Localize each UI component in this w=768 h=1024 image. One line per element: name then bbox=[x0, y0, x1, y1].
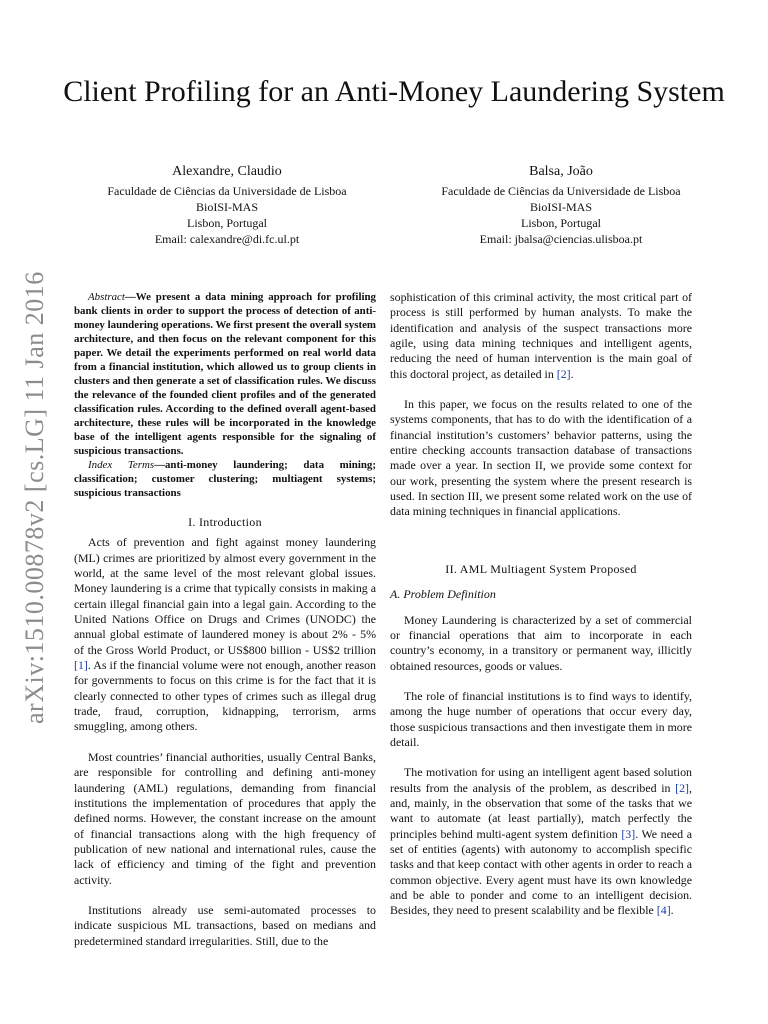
citation-link[interactable]: [2] bbox=[556, 366, 571, 381]
paragraph-text: . We need a set of entities (agents) with autonomy to accomplish specific tasks and that keep contact with other agents in order to reach a common objective. Every agent must have its own knowledge and be able to ponder and come to an intelligent decision. Besides, they need to present scalability and be flexible bbox=[390, 826, 692, 918]
author-group: BioISI-MAS bbox=[195, 200, 258, 214]
index-terms bbox=[74, 458, 376, 500]
author-email: Email: calexandre@di.fc.ul.pt bbox=[154, 232, 300, 246]
author-2 bbox=[394, 163, 728, 247]
abstract bbox=[74, 290, 376, 458]
paragraph-text: , and, mainly, in the observation that some of the tasks that we want to automate (at least partially), match perfectly the principles behind multi-agent system definition bbox=[390, 780, 692, 841]
author-affiliation: Faculdade de Ciências da Universidade de Lisboa bbox=[441, 184, 681, 198]
paragraph: Institutions already use semi-automated processes to indicate suspicious ML transactions, based on medians and predetermined standard irregularities. Still, due to the bbox=[74, 902, 376, 948]
spacer bbox=[390, 674, 692, 689]
author-location: Lisbon, Portugal bbox=[521, 216, 601, 230]
paragraph-text: . As if the financial volume were not enough, another reason for governments to focus on this crime is for the fact that it is clearly connected to other types of crimes such as illegal drug trade, fraud, corruption, kidnapping, terrorism, arms smuggling, among others. bbox=[74, 658, 376, 734]
author-affiliation: Faculdade de Ciências da Universidade de Lisboa bbox=[107, 184, 347, 198]
author-name: Balsa, João bbox=[529, 164, 593, 179]
abstract-text: —We present a data mining approach for profiling bank clients in order to support the process of detection of anti-money laundering operations. We first present the overall system architecture, and then focus on the relevant component for this paper. We detail the experiments performed on real world data from a financial institution, which allowed us to group clients in clusters and then generate a set of classification rules. We discuss the relevance of the founded client profiles and of the generated classification rules. According to the defined overall agent-based architecture, these rules will be incorporated in the knowledge base of the intelligent agents responsible for the signaling of suspicious transactions. bbox=[74, 291, 376, 457]
author-location: Lisbon, Portugal bbox=[187, 216, 267, 230]
paragraph bbox=[390, 765, 692, 918]
author-1 bbox=[60, 163, 394, 247]
spacer bbox=[74, 500, 376, 515]
author-block bbox=[60, 163, 728, 247]
spacer bbox=[74, 888, 376, 903]
section-heading-introduction: I. Introduction bbox=[188, 515, 262, 529]
paragraph: Most countries’ financial authorities, usually Central Banks, are responsible for controlling and defining anti-money laundering (AML) regulations, demanding from financial institutions the implementation of procedures that apply the defined norms. However, the constant increase on the amount of financial transactions along with the high frequency of publication of new national and international rules, cause the lack of efficiency and timing of the fight and prevention activity. bbox=[74, 749, 376, 887]
paragraph-text: . bbox=[570, 366, 574, 381]
section-heading-aml-system: II. AML Multiagent System Proposed bbox=[445, 561, 637, 576]
paragraph: In this paper, we focus on the results related to one of the systems components, that has to do with the identification of a financial institution’s customers’ behavior patterns, using the entire checking accounts transaction database of transactions made over a year. In section II, we provide some context for our work, presenting the system where the present research is used. In section III, we present some related work on the use of data mining techniques in financial applications. bbox=[390, 397, 692, 519]
paragraph-text: Acts of prevention and fight against money laundering (ML) crimes are prioritized by almost every government in the world, at the same level of the most relevant global issues. Money laundering is a crime that typically consists in making a certain illegal financial gain into a legal gain. According to the United Nations Office on Drugs and Crimes (UNODC) the annual global estimate of laundered money is about 2% - 5% of the Gross World Product, or US$800 billion - US$2 trillion bbox=[74, 535, 376, 657]
author-group: BioISI-MAS bbox=[529, 200, 592, 214]
citation-link[interactable]: [2] bbox=[675, 780, 690, 795]
paper-title: Client Profiling for an Anti-Money Laundering System bbox=[63, 75, 725, 108]
arxiv-stamp: arXiv:1510.00878v2 [cs.LG] 11 Jan 2016 bbox=[20, 271, 49, 724]
abstract-label: Abstract bbox=[88, 291, 125, 303]
spacer bbox=[390, 750, 692, 765]
spacer bbox=[390, 577, 692, 587]
subsection-heading-problem-definition: A. Problem Definition bbox=[390, 587, 496, 602]
paragraph: The role of financial institutions is to find ways to identify, among the huge number of operations that occur every day, those suspicious transactions and then investigate them in more detail. bbox=[390, 688, 692, 749]
citation-link[interactable]: [4] bbox=[656, 903, 671, 918]
spacer bbox=[390, 603, 692, 613]
spacer bbox=[390, 520, 692, 562]
author-email: Email: jbalsa@ciencias.ulisboa.pt bbox=[479, 232, 643, 246]
citation-link[interactable]: [3] bbox=[621, 826, 636, 841]
citation-link[interactable]: [1] bbox=[74, 658, 88, 673]
paragraph-text: . bbox=[670, 903, 674, 918]
paragraph-text: sophistication of this criminal activity, the most critical part of process is still performed by human analysts. To make the identification and analysis of the suspect transactions more agile, using data mining techniques and intelligent agents, reducing the need of human intervention is the main goal of this doctoral project, as detailed in bbox=[390, 290, 692, 381]
paragraph: Money Laundering is characterized by a set of commercial or financial operations that aim to incorporate in each country’s economy, in a transitory or permanent way, illicitly obtained resources, goods or values. bbox=[390, 612, 692, 673]
author-name: Alexandre, Claudio bbox=[172, 164, 282, 179]
left-column bbox=[74, 290, 376, 949]
right-column bbox=[390, 290, 692, 919]
paragraph bbox=[74, 535, 376, 734]
index-terms-label: Index Terms bbox=[88, 459, 155, 471]
paragraph-text: The motivation for using an intelligent agent based solution results from the analysis of the problem, as described in bbox=[390, 765, 692, 795]
paragraph bbox=[390, 290, 692, 382]
spacer bbox=[390, 382, 692, 397]
index-terms-text: —anti-money laundering; data mining; classification; customer clustering; multiagent systems; suspicious transactions bbox=[74, 459, 376, 499]
spacer bbox=[74, 735, 376, 750]
